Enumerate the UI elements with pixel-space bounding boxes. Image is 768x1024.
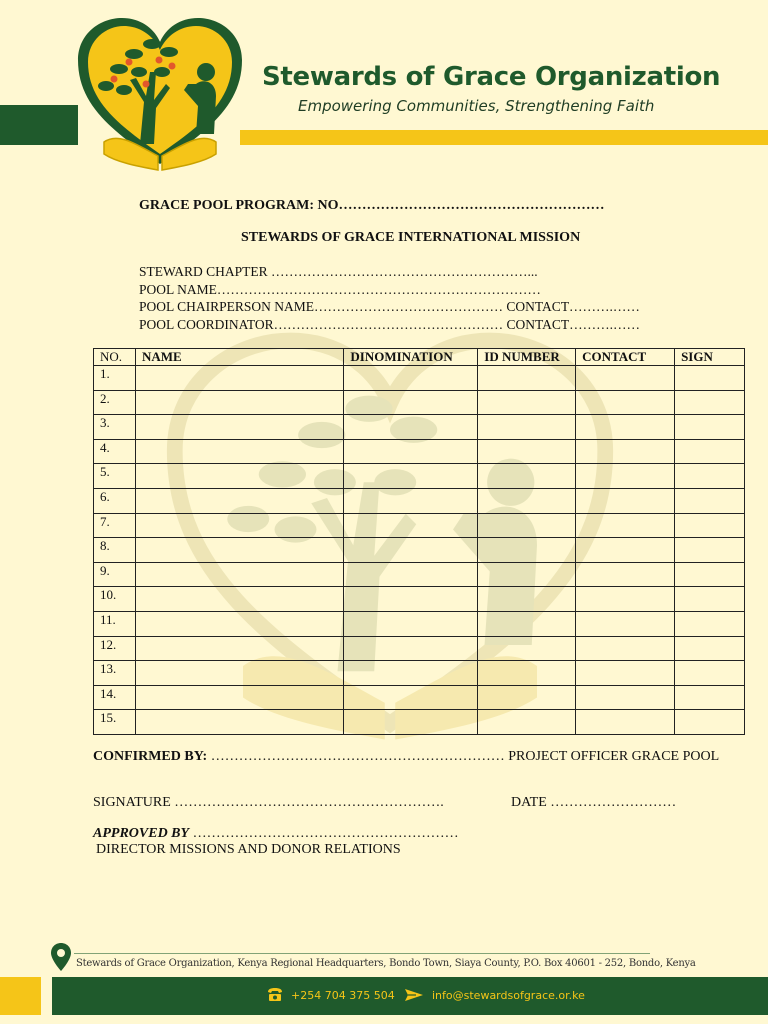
sign-cell[interactable] <box>675 710 745 735</box>
confirmed-by-text[interactable]: ……………………………………………………… PROJECT OFFICER GRACE POOL <box>207 749 720 764</box>
sign-cell[interactable] <box>675 513 745 538</box>
row-number: 1. <box>94 366 136 391</box>
tree-heart-hands-logo <box>74 14 246 174</box>
table-row <box>94 464 745 489</box>
row-number: 8. <box>94 538 136 563</box>
name-cell[interactable] <box>135 439 343 464</box>
row-number: 10. <box>94 587 136 612</box>
name-cell[interactable] <box>135 513 343 538</box>
steward-chapter-field[interactable]: STEWARD CHAPTER …………………………………………………... <box>139 264 538 279</box>
id-number-cell[interactable] <box>478 636 576 661</box>
table-row <box>94 587 745 612</box>
id-number-cell[interactable] <box>478 538 576 563</box>
denomination-cell[interactable] <box>344 488 478 513</box>
contact-cell[interactable] <box>576 685 675 710</box>
id-number-cell[interactable] <box>478 415 576 440</box>
signature-field[interactable]: SIGNATURE …………………………………………………. <box>93 795 444 810</box>
denomination-cell[interactable] <box>344 636 478 661</box>
confirmed-by-label: CONFIRMED BY: <box>93 749 208 764</box>
date-field[interactable]: DATE ……………………… <box>511 795 677 810</box>
contact-cell[interactable] <box>576 587 675 612</box>
pool-coordinator-field[interactable]: POOL COORDINATOR…………………………………………… CONTACT……….…… <box>139 316 641 332</box>
table-row <box>94 636 745 661</box>
denomination-cell[interactable] <box>344 513 478 538</box>
contact-cell[interactable] <box>576 562 675 587</box>
name-cell[interactable] <box>135 415 343 440</box>
id-number-cell[interactable] <box>478 390 576 415</box>
header-yellow-bar <box>240 130 768 145</box>
sign-cell[interactable] <box>675 661 745 686</box>
denomination-cell[interactable] <box>344 661 478 686</box>
id-number-cell[interactable] <box>478 464 576 489</box>
sign-cell[interactable] <box>675 587 745 612</box>
table-row <box>94 390 745 415</box>
members-table <box>93 348 745 735</box>
row-number: 9. <box>94 562 136 587</box>
column-header-id-number: ID NUMBER <box>478 349 576 366</box>
organization-name: Stewards of Grace Organization <box>262 62 721 92</box>
row-number: 15. <box>94 710 136 735</box>
table-row <box>94 685 745 710</box>
program-title: GRACE POOL PROGRAM: NO………………………………………………… <box>139 198 605 213</box>
sign-cell[interactable] <box>675 390 745 415</box>
sign-cell[interactable] <box>675 366 745 391</box>
name-cell[interactable] <box>135 661 343 686</box>
table-row <box>94 710 745 735</box>
id-number-cell[interactable] <box>478 661 576 686</box>
contact-cell[interactable] <box>576 488 675 513</box>
sign-cell[interactable] <box>675 611 745 636</box>
row-number: 14. <box>94 685 136 710</box>
sign-cell[interactable] <box>675 464 745 489</box>
contact-cell[interactable] <box>576 710 675 735</box>
denomination-cell[interactable] <box>344 439 478 464</box>
approved-by-field[interactable]: ………………………………………………… <box>189 826 459 841</box>
signature-row <box>93 795 733 811</box>
sign-cell[interactable] <box>675 415 745 440</box>
footer-email[interactable]: info@stewardsofgrace.or.ke <box>432 989 585 1002</box>
organization-tagline: Empowering Communities, Strengthening Faith <box>298 97 655 115</box>
column-header-contact: CONTACT <box>576 349 675 366</box>
table-row <box>94 488 745 513</box>
contact-cell[interactable] <box>576 415 675 440</box>
denomination-cell[interactable] <box>344 366 478 391</box>
denomination-cell[interactable] <box>344 685 478 710</box>
table-row <box>94 538 745 563</box>
denomination-cell[interactable] <box>344 710 478 735</box>
approved-by-label: APPROVED BY <box>93 826 190 841</box>
denomination-cell[interactable] <box>344 611 478 636</box>
pool-name-field[interactable]: POOL NAME……………………………………………………………… <box>139 281 541 297</box>
map-pin-icon <box>50 942 72 972</box>
contact-cell[interactable] <box>576 611 675 636</box>
denomination-cell[interactable] <box>344 464 478 489</box>
id-number-cell[interactable] <box>478 587 576 612</box>
contact-cell[interactable] <box>576 366 675 391</box>
name-cell[interactable] <box>135 562 343 587</box>
footer-divider <box>74 953 650 954</box>
name-cell[interactable] <box>135 366 343 391</box>
sign-cell[interactable] <box>675 439 745 464</box>
contact-cell[interactable] <box>576 464 675 489</box>
denomination-cell[interactable] <box>344 587 478 612</box>
row-number: 6. <box>94 488 136 513</box>
table-row <box>94 366 745 391</box>
footer-address: Stewards of Grace Organization, Kenya Regional Headquarters, Bondo Town, Siaya County, P.O. Box 40601 - 252, Bondo, Kenya <box>76 958 696 969</box>
id-number-cell[interactable] <box>478 439 576 464</box>
pool-chairperson-field[interactable]: POOL CHAIRPERSON NAME…………………………………… CONTACT……….…… <box>139 299 640 314</box>
table-header-row <box>94 349 745 366</box>
header-green-block <box>0 105 78 145</box>
sign-cell[interactable] <box>675 488 745 513</box>
id-number-cell[interactable] <box>478 513 576 538</box>
table-row <box>94 415 745 440</box>
name-cell[interactable] <box>135 390 343 415</box>
send-icon <box>404 987 424 1003</box>
column-header-no: NO. <box>94 349 136 366</box>
row-number: 12. <box>94 636 136 661</box>
id-number-cell[interactable] <box>478 611 576 636</box>
id-number-cell[interactable] <box>478 685 576 710</box>
table-row <box>94 611 745 636</box>
row-number: 2. <box>94 390 136 415</box>
name-cell[interactable] <box>135 587 343 612</box>
approver-title: DIRECTOR MISSIONS AND DONOR RELATIONS <box>96 842 401 857</box>
name-cell[interactable] <box>135 710 343 735</box>
approved-by-block <box>93 826 459 858</box>
denomination-cell[interactable] <box>344 538 478 563</box>
table-row <box>94 513 745 538</box>
denomination-cell[interactable] <box>344 562 478 587</box>
contact-cell[interactable] <box>576 661 675 686</box>
id-number-cell[interactable] <box>478 366 576 391</box>
confirmed-by-line <box>93 749 723 765</box>
name-cell[interactable] <box>135 464 343 489</box>
row-number: 5. <box>94 464 136 489</box>
name-cell[interactable] <box>135 636 343 661</box>
phone-icon <box>266 987 284 1002</box>
id-number-cell[interactable] <box>478 562 576 587</box>
footer-yellow-block <box>0 977 41 1015</box>
column-header-sign: SIGN <box>675 349 745 366</box>
denomination-cell[interactable] <box>344 415 478 440</box>
name-cell[interactable] <box>135 538 343 563</box>
id-number-cell[interactable] <box>478 488 576 513</box>
column-header-name: NAME <box>135 349 343 366</box>
row-number: 13. <box>94 661 136 686</box>
contact-cell[interactable] <box>576 390 675 415</box>
footer-phone[interactable]: +254 704 375 504 <box>291 989 395 1002</box>
row-number: 7. <box>94 513 136 538</box>
row-number: 11. <box>94 611 136 636</box>
contact-cell[interactable] <box>576 538 675 563</box>
table-row <box>94 562 745 587</box>
name-cell[interactable] <box>135 488 343 513</box>
row-number: 3. <box>94 415 136 440</box>
sign-cell[interactable] <box>675 636 745 661</box>
form-fields <box>139 263 640 333</box>
sign-cell[interactable] <box>675 562 745 587</box>
table-row <box>94 439 745 464</box>
name-cell[interactable] <box>135 685 343 710</box>
contact-cell[interactable] <box>576 439 675 464</box>
sign-cell[interactable] <box>675 538 745 563</box>
table-row <box>94 661 745 686</box>
name-cell[interactable] <box>135 611 343 636</box>
denomination-cell[interactable] <box>344 390 478 415</box>
sign-cell[interactable] <box>675 685 745 710</box>
contact-cell[interactable] <box>576 513 675 538</box>
id-number-cell[interactable] <box>478 710 576 735</box>
column-header-denomination: DINOMINATION <box>344 349 478 366</box>
contact-cell[interactable] <box>576 636 675 661</box>
mission-title: STEWARDS OF GRACE INTERNATIONAL MISSION <box>241 230 581 245</box>
row-number: 4. <box>94 439 136 464</box>
